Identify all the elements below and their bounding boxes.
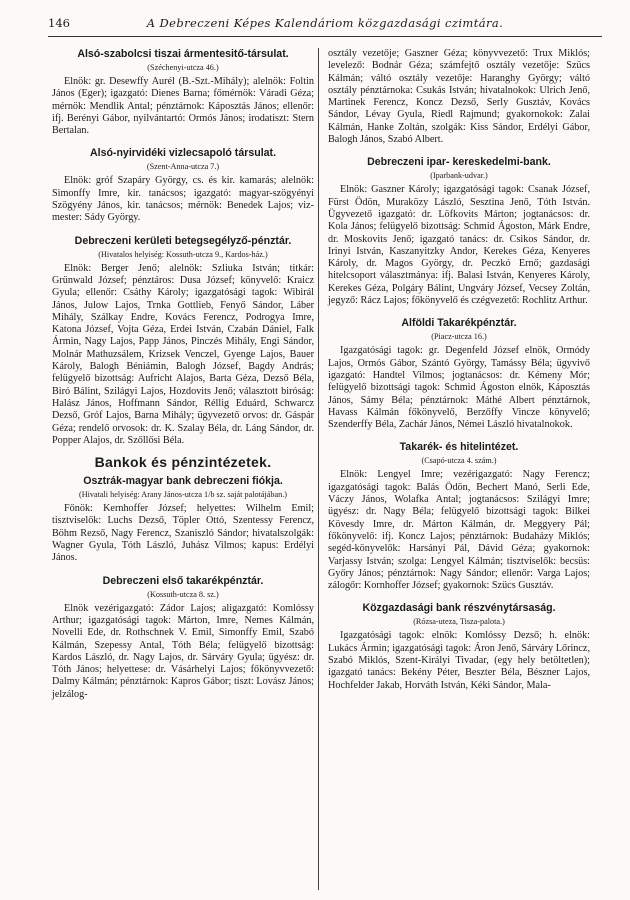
section-body: Elnök vezérigazgató: Zádor Lajos; aligazgató: Komlóssy Arthur; igazgatósági tagok: Márton, Imre, Nemes Kálmán, Novelli Ede, dr. Rothschnek V. Emil, Simonffy Emil, Szabó Kálmán, Szepessy Antal, Tóth Béla; felügyelő bizottság: Kardos László, dr. Nagy Lajos, dr. Sárváry Gyula; ügyész: dr. Tóth János; helyettese: dr. Vásárhelyi Lajos; főkönyvvezető: Dalmy Kálmán; pénztárnok: Kapros Gábor; tiszt: Lovász János; jelzálog-: [52, 602, 314, 700]
section-takarek-es-hitelintezet: [328, 441, 590, 592]
section-elso-takarekpenztar: [52, 575, 314, 701]
section-address: (Széchenyi-utcza 46.): [147, 63, 219, 72]
section-address: (Piacz-utcza 16.): [431, 332, 487, 342]
section-ipar-kereskedelmi-bank: [328, 156, 590, 307]
section-address: (Hivatali helyiség: Arany János-utcza 1/b sz. saját palotájában.): [78, 490, 288, 500]
section-body: Igazgatósági tagok: gr. Degenfeld József elnök, Ormódy Lajos, Ormós Gábor, Szántó György, Tamássy Béla; ügyvivő igazgató: Handtel Vilmos; jogtanácsos: dr. Kémeny Mór; felügyelő bizottsági tagok: Schmid Ágoston elnök, Káposztás János, Sámy Béla; pénztárnok: Máthé Albert pénztárnok, Havass Kálmán főkönyvelő, Berzőffy Vincze könyvelő; Szenderffy Béla, Zachár János, Némei László hivatalnokok.: [328, 345, 590, 431]
section-elso-takarekpenztar-continued: [328, 48, 590, 146]
section-address: (Kossuth-utcza 8. sz.): [147, 589, 219, 599]
column-divider: [318, 48, 319, 890]
section-body: Elnök: gr. Desewffy Aurél (B.-Szt.-Mihály); alelnök: Foltin János (Eger); igazgató: Dienes Barna; főmérnök: Váradi Géza; mérnök: Mendlik Antal; pénztárnok: Káposztás János; ellenőr: ifj. Berényi Gábor, nyilvántartó: Ormós János; irodatiszt: Stern Bertalan.: [52, 76, 314, 137]
chapter-heading: Bankok és pénzintézetek.: [94, 454, 272, 471]
section-betegsegelyzo: [52, 235, 314, 447]
left-column: [52, 48, 314, 706]
section-also-szabolcsi: [52, 48, 314, 137]
section-body: Elnök: Berger Jenő; alelnök: Szliuka István; titkár: Grünwald József; pénztáros: Dusa József; könyvelő: Kraicz Gyula; ellenőr: Csáthy Károly; igazgatósági tagok: Wibirál János, Julow Lajos, Trnka Gottlieb, Fenyő Sándor, Láber Mihály, Szálkay Endre, Kovács Ferencz, Podrogya Imre, Katona József, Vojta Géza, Erdei István, Czabán Dániel, Falk Ármin, Nagy Lajos, Papp János, Pinczés Mihály, Engi Sándor, Molnár Mathuzsálem, Krizsek Venczel, Gyenge Lajos, Bauer Károly, Balogh Béniámin, Balogh József, Bagdy András; felügyelő bizottság: Aufricht Alajos, Barta Géza, Dezső Béla, Biró Bálint, Szilágyi Lajos, Hozdovits Jenő; választott biróság: Halász János, Hoffmann Sándor, Réllig Eduárd, Schwarcz Dezső, Gróf Lajos, Barna Mihály; ügyvezető orvos: dr. Gáspár Géza; rendelő orvosok: dr. K. Szalay Béla, dr. Láng Sándor, dr. Popper Alajos, dr. Szőllősi Béla.: [52, 262, 314, 446]
section-alfoldi-takarekpenztar: [328, 317, 590, 431]
section-kozgazdasagi-bank: [328, 602, 590, 691]
section-title: Debreczeni ipar- kereskedelmi-bank.: [367, 156, 551, 169]
section-body: Elnök: Lengyel Imre; vezérigazgató: Nagy Ferencz; igazgatósági tagok: Balás Ödön, Bechert Manó, Serli Ede, Váczy János, Wolafka Antal; jogtanácsos: Szilágyi Imre; ügyész: dr. Nagy Béla; felügyelő bizottsági tagok: Bilkei Kövesdy Imre, dr. Márton Kálmán, dr. Meggyery Pál; főkönyvelő: ifj. Koncz Lajos; pénztárnok: Budaházy Miklós; segéd-könyvelők: Harsányi Pál, Dávid Géza; gyakornok: Varjassy István; szolga: Lengyel Kálmán; tisztviselők: becsüs: Győry János; pénztárnok: Nagy Sándor; ellenőr: Varga Lajos; zálogőr: Kornhoffer József; gyakornok: Szücs Gusztáv.: [328, 469, 590, 592]
section-title: Debreczeni kerületi betegsegélyző-pénztár.: [74, 234, 292, 247]
section-body: Elnök: gróf Szapáry György, cs. és kir. kamarás; alelnök: Simonffy Imre, kir. tanácsos; igazgató: magyar-szögyényi Szögyény János, kir. tanácsos; mérnök: Benedek Lajos; viz-mester: Sády György.: [52, 175, 314, 224]
section-title: Alsó-nyirvidéki vizlecsapoló társulat.: [89, 147, 277, 160]
section-body: Főnök: Kernhoffer József; helyettes: Wilhelm Emil; tisztviselők: Luchs Dezső, Töpler Ottó, Szentessy Ferencz, Böhm Rezső, Nagy Ferencz, Szaniszló Sándor; hivatalszolgák: Wagner Gyula, Tóth László, Juhász Vilmos; kapus: Erdélyi János.: [52, 503, 314, 564]
section-osztrak-magyar-bank: [52, 475, 314, 564]
page-header: [48, 16, 602, 37]
section-address: (Iparbank-udvar.): [430, 171, 488, 181]
section-title: Alföldi Takarékpénztár.: [401, 317, 517, 330]
running-title: A Debreczeni Képes Kalendáriom közgazdasági czimtára.: [146, 16, 504, 30]
section-title: Takarék- és hitelintézet.: [399, 441, 519, 454]
page-number: 146: [48, 16, 70, 30]
right-column: [328, 48, 590, 697]
section-address: (Hivatalos helyiség: Kossuth-utcza 9., Kardos-ház.): [98, 249, 268, 259]
section-title: Alsó-szabolcsi tiszai ármentesitő-társulat.: [77, 48, 289, 60]
section-body: Igazgatósági tagok: elnök: Komlóssy Dezső; h. elnök: Lukács Ármin; igazgatósági tagok: Áron Jenő, Sárváry Lőrincz, Szabó Miklós, Szent-Királyi Tivadar, (egy hely betöltetlen); igazgató tanács: Bekény Péter, Beszter Béla, Bészner Lajos, Hochfelder Jakab, Horváth István, Kéki Sándor, Mala-: [328, 630, 590, 691]
section-title: Közgazdasági bank részvénytársaság.: [362, 602, 556, 615]
section-address: (Szent-Anna-utcza 7.): [146, 162, 220, 172]
section-address: (Rózsa-uteza, Tisza-palota.): [413, 617, 505, 627]
section-title: Debreczeni első takarékpénztár.: [102, 574, 264, 587]
section-address: (Csapó-utcza 4. szám.): [421, 456, 497, 466]
section-also-nyirvideki: [52, 147, 314, 224]
section-body: osztály vezetője; Gaszner Géza; könyvvezető: Trux Miklós; levelező: Bodnár Géza; számfejtő osztály vezetője: Szücs Kálmán; váltó osztály vezetője: Haranghy György; váltó osztály pénztárnoka: Csukás István; hivatalnokok: Ulrich Jenő, Martinek Ferencz, Koncz Dezső, Serly Gusztáv, Kovács Sándor, Lévay Gyula, Riedl Rajmund; gyakornokok: Zalai Kálmán, Hanke Zoltán, szolgák: Kiss Sándor, Erdélyi Gábor, Balogh János, Szabó Albert.: [328, 48, 590, 146]
section-title: Osztrák-magyar bank debreczeni fiókja.: [83, 475, 283, 488]
section-body: Elnök: Gaszner Károly; igazgatósági tagok: Csanak József, Fürst Ödön, Muraközy László, Sesztina Jenő, Tóth István. Ügyvezető igazgató: dr. Löfkovits Márton; jogtanácsos: dr. Kola János; felügyelő bizottság: Schmid Ágoston, Márk Endre, dr. Moskovits Jenő; igazgató tanács: dr. Csikos Sándor, dr. Irinyi István, Kaszanyitzky Andor, Kerekes Géza, Kenyeres Károly, dr. Magos György, dr. Peczkó Ernő; gazdasági hitelcsoport választmánya: ifj. Balasi István, Kenyeres Károly, Kerekes Géza, Polgáry Bálint, Ungváry József, Vecsey Zoltán, jegyző: Rácz Lajos; főkönyvelő és czégvezető: Rochlitz Arthur.: [328, 184, 590, 307]
